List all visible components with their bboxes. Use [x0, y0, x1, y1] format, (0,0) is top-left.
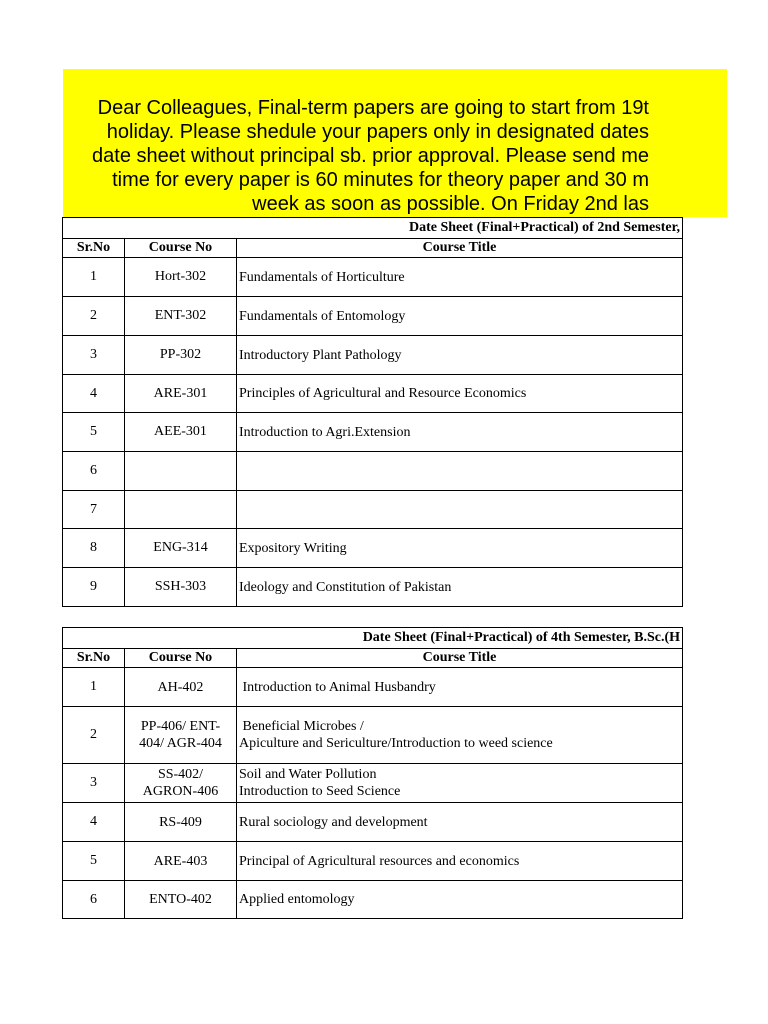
course-title [237, 764, 683, 803]
course-no-line: ARE-403 [153, 853, 208, 869]
course-no [125, 881, 237, 919]
table-row [63, 568, 683, 607]
header-sr-no: Sr.No [63, 239, 125, 258]
notice-line-4: time for every paper is 60 minutes for theory paper and 30 m [112, 169, 649, 191]
table-row [63, 707, 683, 764]
table-row [63, 881, 683, 919]
sr-no: 7 [63, 491, 125, 529]
course-no-line: PP-406/ ENT- [140, 719, 221, 734]
course-title-line: Principal of Agricultural resources and economics [239, 853, 520, 869]
notice-line-2: holiday. Please shedule your papers only in designated dates [106, 121, 649, 143]
course-no: ENG-314 [125, 529, 237, 568]
course-no: SSH-303 [125, 568, 237, 607]
course-no [125, 764, 237, 803]
course-title [237, 491, 683, 529]
course-no [125, 452, 237, 491]
sr-no: 2 [63, 297, 125, 336]
course-title [237, 668, 683, 707]
course-title [237, 803, 683, 842]
course-no-line: AGRON-406 [142, 784, 219, 799]
date-sheet-4th-semester [62, 627, 681, 919]
notice-text [63, 69, 649, 217]
header-course-title: Course Title [237, 239, 683, 258]
course-no: ARE-301 [125, 375, 237, 413]
table-row [63, 336, 683, 375]
course-no [125, 668, 237, 707]
table-row [63, 491, 683, 529]
course-no: ENT-302 [125, 297, 237, 336]
course-no-line: ENTO-402 [149, 892, 212, 907]
table-row [63, 297, 683, 336]
course-no [125, 707, 237, 764]
sr-no: 6 [63, 452, 125, 491]
course-title: Ideology and Constitution of Pakistan [237, 568, 683, 607]
course-no: Hort-302 [125, 258, 237, 297]
course-no: PP-302 [125, 336, 237, 375]
course-no-line: 404/ AGR-404 [139, 736, 222, 751]
notice-line-3: date sheet without principal sb. prior approval. Please send me [92, 145, 649, 167]
sr-no: 2 [63, 707, 125, 764]
table-row [63, 452, 683, 491]
course-no [125, 803, 237, 842]
course-title-line: Applied entomology [239, 892, 355, 907]
course-no [125, 491, 237, 529]
course-title [237, 707, 683, 764]
course-title: Fundamentals of Horticulture [237, 258, 683, 297]
sr-no: 5 [63, 413, 125, 452]
table-row [63, 529, 683, 568]
course-no-line: AH-402 [157, 679, 204, 695]
sr-no: 6 [63, 881, 125, 919]
table-title: Date Sheet (Final+Practical) of 2nd Semester, [63, 218, 683, 239]
header-course-title: Course Title [237, 649, 683, 668]
course-title-line: Introduction to Seed Science [239, 784, 401, 799]
course-title-line: Introduction to Animal Husbandry [239, 679, 436, 695]
course-title-line: Soil and Water Pollution [239, 767, 377, 782]
header-sr-no: Sr.No [63, 649, 125, 668]
course-title-line: Beneficial Microbes / [239, 719, 364, 734]
sr-no: 3 [63, 336, 125, 375]
table-row [63, 413, 683, 452]
course-no: AEE-301 [125, 413, 237, 452]
course-title [237, 881, 683, 919]
table-row [63, 842, 683, 881]
table-row [63, 803, 683, 842]
table-row [63, 668, 683, 707]
table-title: Date Sheet (Final+Practical) of 4th Semester, B.Sc.(H [63, 628, 683, 649]
notice-banner [63, 69, 727, 217]
header-course-no: Course No [125, 649, 237, 668]
sr-no: 5 [63, 842, 125, 881]
header-course-no: Course No [125, 239, 237, 258]
sr-no: 4 [63, 375, 125, 413]
notice-line-5: week as soon as possible. On Friday 2nd las [252, 193, 649, 215]
sr-no: 1 [63, 258, 125, 297]
course-title [237, 452, 683, 491]
course-title: Introduction to Agri.Extension [237, 413, 683, 452]
course-no [125, 842, 237, 881]
course-title: Expository Writing [237, 529, 683, 568]
course-title [237, 842, 683, 881]
notice-line-1: Dear Colleagues, Final-term papers are going to start from 19t [97, 97, 649, 119]
course-title: Fundamentals of Entomology [237, 297, 683, 336]
course-title: Introductory Plant Pathology [237, 336, 683, 375]
table-row [63, 375, 683, 413]
date-sheet-2nd-semester [62, 217, 681, 607]
sr-no: 9 [63, 568, 125, 607]
course-title-line: Apiculture and Sericulture/Introduction to weed science [239, 736, 553, 751]
table-row [63, 764, 683, 803]
course-no-line: RS-409 [159, 814, 202, 830]
table-row [63, 258, 683, 297]
course-title: Principles of Agricultural and Resource Economics [237, 375, 683, 413]
sr-no: 3 [63, 764, 125, 803]
course-title-line: Rural sociology and development [239, 814, 428, 830]
sr-no: 4 [63, 803, 125, 842]
sr-no: 8 [63, 529, 125, 568]
course-no-line: SS-402/ [157, 767, 204, 782]
sr-no: 1 [63, 668, 125, 707]
